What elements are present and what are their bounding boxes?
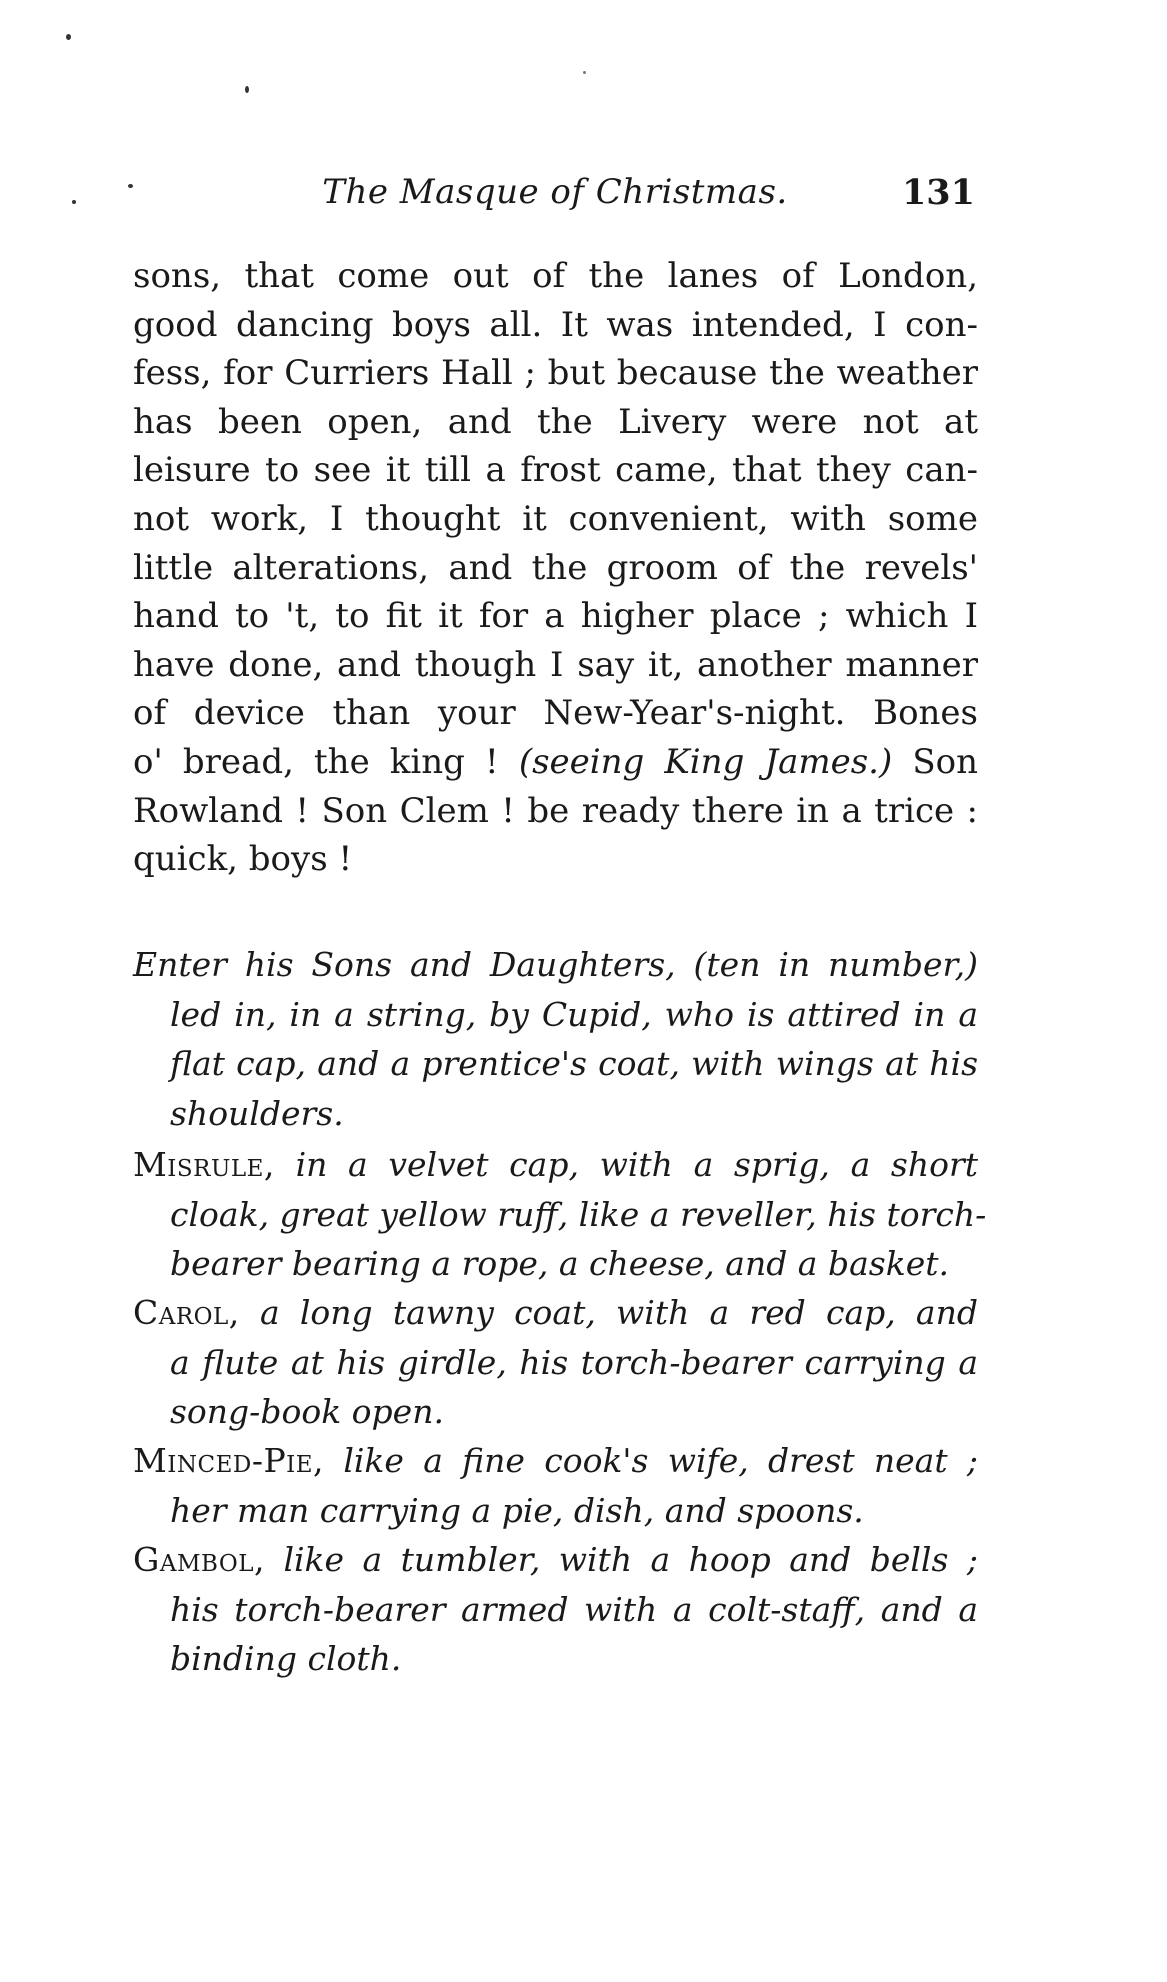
speech-paragraph — [133, 252, 978, 884]
text-line: sons, that come out of the lanes of London, — [133, 256, 978, 296]
running-head — [135, 172, 975, 220]
character-entry-carol — [133, 1288, 978, 1437]
ink-speck — [72, 200, 76, 204]
character-name: Minced-Pie, — [133, 1441, 325, 1480]
text-line: have done, and though I say it, another manner — [133, 644, 978, 685]
direction-line: led in, in a string, by Cupid, who is attired in a — [170, 994, 978, 1034]
direction-line: bearer bearing a rope, a cheese, and a basket. — [170, 1244, 949, 1283]
direction-line: Enter his Sons and Daughters, (ten in number,) — [133, 945, 978, 984]
direction-line: cloak, great yellow ruff, like a reveller, his torch- — [170, 1194, 987, 1234]
text-line: little alterations, and the groom of the revels' — [133, 547, 978, 588]
stage-direction — [133, 940, 978, 1138]
direction-line — [133, 1140, 978, 1190]
text-line: of device than your New-Year's-night. Bones — [133, 693, 978, 734]
text-segment: Son — [912, 741, 979, 782]
aside-direction: (seeing King James.) — [518, 741, 893, 782]
text-line: fess, for Curriers Hall ; but because the weather — [133, 353, 978, 394]
text-line: good dancing boys all. It was intended, I con- — [133, 304, 978, 345]
direction-line: binding cloth. — [170, 1639, 402, 1678]
text-segment: like a fine cook's wife, drest neat ; — [343, 1441, 978, 1480]
direction-line: shoulders. — [170, 1093, 344, 1133]
character-name: Misrule, — [133, 1145, 275, 1184]
text-line: has been open, and the Livery were not at — [133, 401, 978, 442]
direction-line: her man carrying a pie, dish, and spoons. — [170, 1490, 864, 1530]
text-segment: in a velvet cap, with a sprig, a short — [295, 1145, 978, 1184]
ink-speck — [245, 86, 249, 93]
character-name: Gambol, — [133, 1540, 265, 1579]
ink-speck — [128, 184, 133, 188]
character-entry-misrule — [133, 1140, 987, 1289]
text-line: quick, boys ! — [133, 839, 353, 880]
direction-line — [133, 1436, 978, 1486]
direction-line: his torch-bearer armed with a colt-staff, and a — [170, 1589, 978, 1629]
ink-speck — [583, 71, 586, 74]
text-line — [133, 738, 978, 787]
text-line: Rowland ! Son Clem ! be ready there in a trice : — [133, 790, 978, 831]
character-entry-minced-pie — [133, 1436, 978, 1535]
text-segment: like a tumbler, with a hoop and bells ; — [283, 1540, 978, 1579]
character-entry-gambol — [133, 1535, 978, 1684]
text-line: not work, I thought it convenient, with some — [133, 498, 978, 539]
ink-speck — [66, 34, 71, 40]
text-segment: o' bread, the king ! — [133, 741, 499, 782]
text-line: leisure to see it till a frost came, that they can- — [133, 450, 978, 491]
direction-line — [133, 1535, 978, 1585]
direction-line: a flute at his girdle, his torch-bearer carrying a — [170, 1342, 978, 1382]
direction-line: song-book open. — [170, 1392, 444, 1431]
page-number: 131 — [901, 172, 975, 213]
text-segment: a long tawny coat, with a red cap, and — [259, 1293, 978, 1332]
direction-line — [133, 1288, 978, 1338]
text-line: hand to 't, to fit it for a higher place ; which I — [133, 596, 978, 637]
running-title: The Masque of Christmas. — [322, 172, 788, 212]
character-name: Carol, — [133, 1293, 240, 1332]
direction-line: flat cap, and a prentice's coat, with wings at his — [170, 1044, 978, 1083]
